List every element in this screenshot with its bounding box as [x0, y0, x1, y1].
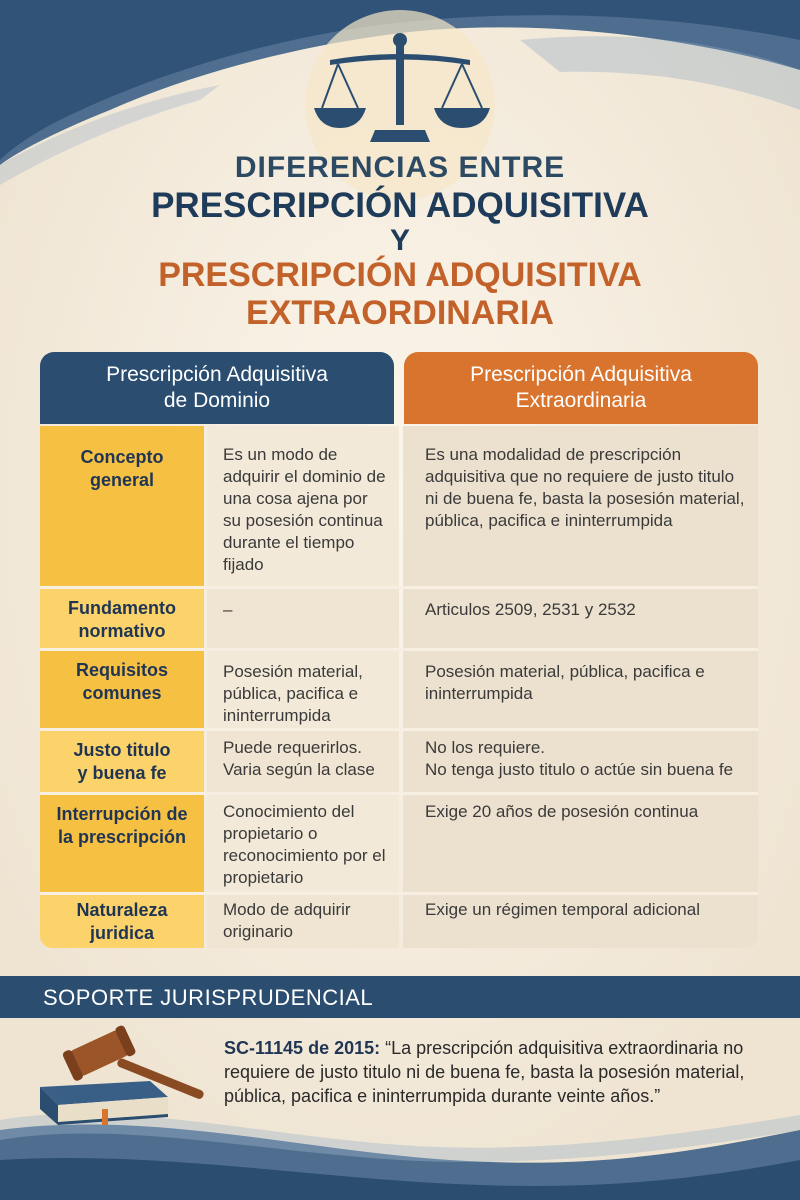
- cell-extraordinaria: Es una modalidad de prescripción adquisitiva que no requiere de justo titulo ni de buena fe, basta la posesión material, pública, pacifica e ininterrumpida: [403, 426, 758, 586]
- table-row-naturaleza: [40, 892, 758, 948]
- cell-extraordinaria: Posesión material, pública, pacifica e ininterrumpida: [403, 651, 758, 728]
- cell-dominio: Puede requerirlos. Varia según la clase: [207, 731, 399, 792]
- row-label: [40, 589, 204, 648]
- row-label-line1: Interrupción de: [56, 804, 188, 824]
- row-label-line2: normativo: [78, 621, 166, 641]
- row-label-line2: y buena fe: [77, 763, 167, 783]
- row-label-line2: general: [89, 470, 155, 490]
- jurisprudence-quote: [224, 1036, 784, 1108]
- row-label-line1: Justo titulo: [73, 740, 171, 760]
- cell-extraordinaria: Exige 20 años de posesión continua: [403, 795, 758, 892]
- scale-of-justice-icon: [300, 20, 500, 145]
- case-reference: SC-11145 de 2015:: [224, 1038, 381, 1058]
- gavel-icon: [30, 1025, 220, 1130]
- cell-dominio: Modo de adquirir originario: [207, 895, 399, 948]
- row-label-line1: Requisitos: [75, 660, 168, 680]
- title-line-5: EXTRAORDINARIA: [246, 294, 554, 332]
- row-label: [40, 651, 204, 728]
- jurisprudence-heading: SOPORTE JURISPRUDENCIAL: [43, 985, 374, 1010]
- row-label-line1: Naturaleza: [76, 900, 168, 920]
- column-header-extraordinaria-line2: Extraordinaria: [515, 389, 647, 412]
- column-header-dominio: [40, 352, 394, 424]
- title-line-4: PRESCRIPCIÓN ADQUISITIVA: [158, 256, 642, 294]
- table-row-fundamento: [40, 586, 758, 648]
- quote-text: “La prescripción adquisitiva extraordinaria no requiere de justo titulo ni de buena fe, basta la posesión material, pública, pacifica e ininterrumpida durante veinte años.”: [224, 1038, 745, 1106]
- column-header-dominio-line2: de Dominio: [163, 389, 271, 412]
- book-icon: [40, 1081, 168, 1125]
- column-header-dominio-line1: Prescripción Adquisitiva: [106, 363, 328, 386]
- cell-dominio: Es un modo de adquirir el dominio de una cosa ajena por su posesión continua durante el tiempo fijado: [207, 426, 399, 586]
- row-label: [40, 426, 204, 586]
- cell-extraordinaria-line1: No los requiere.: [425, 738, 546, 757]
- title-block: [0, 150, 800, 332]
- table-row-interrupcion: [40, 792, 758, 892]
- cell-extraordinaria: Articulos 2509, 2531 y 2532: [403, 589, 758, 648]
- cell-extraordinaria: [403, 731, 758, 792]
- column-header-extraordinaria: [404, 352, 758, 424]
- table-row-requisitos: [40, 648, 758, 728]
- cell-dominio: Posesión material, pública, pacifica e ininterrumpida: [207, 651, 399, 728]
- title-line-2: PRESCRIPCIÓN ADQUISITIVA: [151, 186, 649, 225]
- row-label: [40, 731, 204, 792]
- column-header-extraordinaria-line1: Prescripción Adquisitiva: [470, 363, 692, 386]
- comparison-table: [40, 426, 758, 948]
- row-label: [40, 895, 204, 948]
- cell-dominio: –: [207, 589, 399, 648]
- row-label-line1: Fundamento: [68, 598, 176, 618]
- table-row-concepto: [40, 426, 758, 586]
- table-row-justo-titulo: [40, 728, 758, 792]
- row-label-line2: la prescripción: [57, 827, 187, 847]
- cell-dominio: Conocimiento del propietario o reconocimiento por el propietario: [207, 795, 399, 892]
- title-conjunction: Y: [389, 224, 410, 257]
- row-label-line1: Concepto: [80, 447, 164, 467]
- cell-extraordinaria-line2: No tenga justo titulo o actúe sin buena fe: [425, 760, 734, 779]
- title-line-1: DIFERENCIAS ENTRE: [234, 151, 566, 184]
- row-label-line2: comunes: [82, 683, 162, 703]
- row-label-line2: juridica: [89, 923, 154, 943]
- cell-extraordinaria: Exige un régimen temporal adicional: [403, 895, 758, 948]
- row-label: [40, 795, 204, 892]
